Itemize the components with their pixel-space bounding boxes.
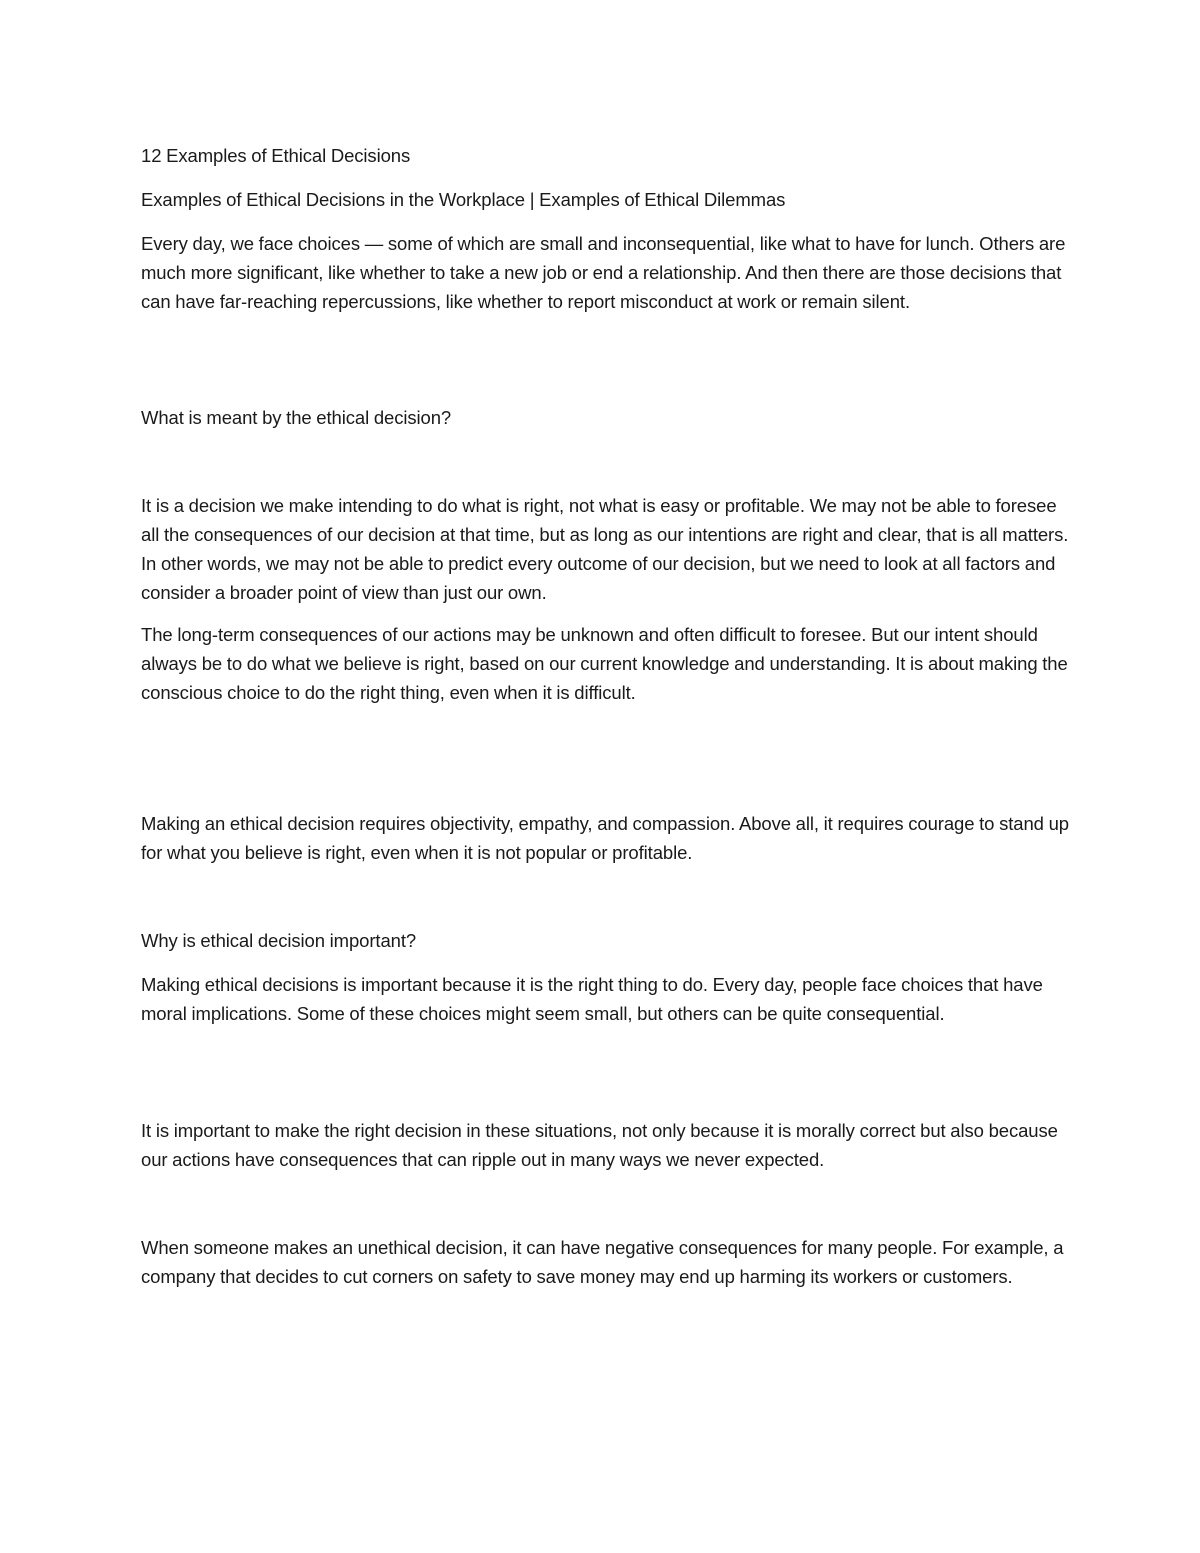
paragraph-intro: Every day, we face choices — some of which are small and inconsequential, like what to have for lunch. Others are much more significant, like whether to take a new job or end a relationship. And then there are those decisions that can have far-reaching repercussions, like whether to report misconduct at work or remain silent.	[141, 233, 1066, 312]
paragraph-importance: Making ethical decisions is important because it is the right thing to do. Every day, people face choices that have moral implications. Some of these choices might seem small, but others can be quite consequential.	[141, 974, 1043, 1024]
paragraph-long-term: The long-term consequences of our actions may be unknown and often difficult to foresee. But our intent should always be to do what we believe is right, based on our current knowledge and understanding. It is about making the conscious choice to do the right thing, even when it is difficult.	[141, 624, 1068, 703]
paragraph-requirements: Making an ethical decision requires objectivity, empathy, and compassion. Above all, it requires courage to stand up for what you believe is right, even when it is not popular or profitable.	[141, 813, 1069, 863]
document-subtitle: Examples of Ethical Decisions in the Workplace | Examples of Ethical Dilemmas	[141, 189, 786, 210]
heading-why-important: Why is ethical decision important?	[141, 930, 417, 951]
paragraph-unethical: When someone makes an unethical decision, it can have negative consequences for many people. For example, a company that decides to cut corners on safety to save money may end up harming its workers or customers.	[141, 1237, 1064, 1287]
heading-what-is-ethical-decision: What is meant by the ethical decision?	[141, 407, 452, 428]
document-title: 12 Examples of Ethical Decisions	[141, 145, 411, 166]
paragraph-definition: It is a decision we make intending to do what is right, not what is easy or profitable. We may not be able to foresee all the consequences of our decision at that time, but as long as our intentions are right and clear, that is all matters. In other words, we may not be able to predict every outcome of our decision, but we need to look at all factors and consider a broader point of view than just our own.	[141, 495, 1069, 603]
paragraph-right-decision: It is important to make the right decision in these situations, not only because it is morally correct but also because our actions have consequences that can ripple out in many ways we never expected.	[141, 1120, 1058, 1170]
